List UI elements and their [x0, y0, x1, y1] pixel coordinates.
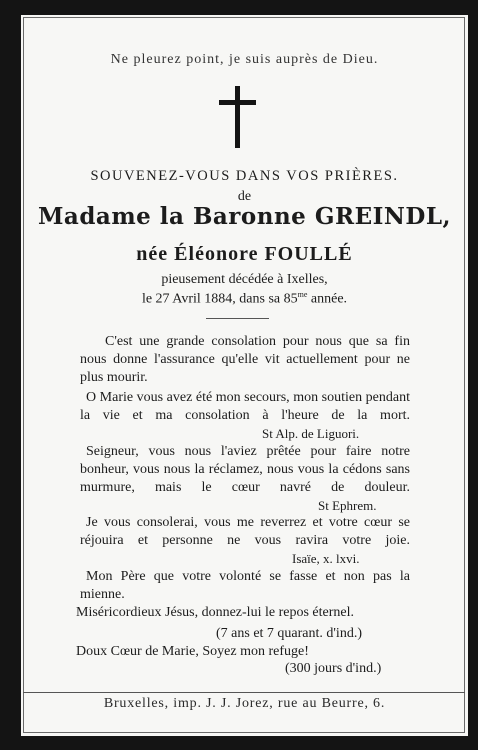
printer-imprint: Bruxelles, imp. J. J. Jorez, rue au Beurre, 6. — [103, 696, 386, 711]
deceased-name: Madame la Baronne GREINDL, — [37, 203, 452, 230]
prayer-5: Mon Père que votre volonté se fasse et non pas la mienne. — [80, 569, 410, 602]
prayer-4 — [80, 514, 410, 568]
prayer-3-text: Seigneur, vous nous l'aviez prêtée pour faire notre bonheur, vous nous la réclamez, nous vous la cédons sans murmure, mais le cœur navré de douleur. — [80, 444, 410, 495]
prayer-6: Miséricordieux Jésus, donnez-lui le repos éternel. — [76, 605, 354, 620]
footer-divider — [23, 692, 465, 693]
divider — [206, 318, 269, 319]
date-ordinal-suffix: me — [297, 290, 308, 299]
prayer-6-indulgence: (7 ans et 7 quarant. d'ind.) — [216, 626, 362, 641]
prayer-2 — [80, 389, 410, 443]
de-text: de — [237, 189, 252, 204]
prayer-4-signature: Isaïe, x. lxvi. — [292, 551, 360, 566]
prayer-2-text: O Marie vous avez été mon secours, mon soutien pendant la vie et ma consolation à l'heure de la mort. — [80, 390, 410, 423]
place-of-death: pieusement décédée à Ixelles, — [161, 272, 328, 287]
cross-icon-vertical — [235, 86, 240, 148]
prayer-2-signature: St Alp. de Liguori. — [262, 426, 360, 441]
date-end: année. — [307, 291, 348, 307]
cross-icon-horizontal — [219, 100, 256, 105]
date-text: le 27 Avril 1884, dans sa 85 — [141, 291, 298, 307]
prayer-3-signature: St Ephrem. — [318, 498, 377, 513]
date-of-death — [21, 290, 468, 308]
prayer-7-indulgence: (300 jours d'ind.) — [285, 661, 382, 676]
motto: Ne pleurez point, je suis auprès de Dieu. — [110, 52, 379, 67]
heading: SOUVENEZ-VOUS DANS VOS PRIÈRES. — [90, 168, 399, 184]
prayer-1: C'est une grande consolation pour nous que sa fin nous donne l'assurance qu'elle vit actuellement pour ne plus mourir. — [80, 334, 410, 385]
prayer-7: Doux Cœur de Marie, Soyez mon refuge! — [76, 644, 309, 659]
maiden-name: née Éléonore FOULLÉ — [136, 243, 353, 265]
prayer-4-text: Je vous consolerai, vous me reverrez et votre cœur se réjouira et personne ne vous ravira votre joie. — [80, 515, 410, 548]
